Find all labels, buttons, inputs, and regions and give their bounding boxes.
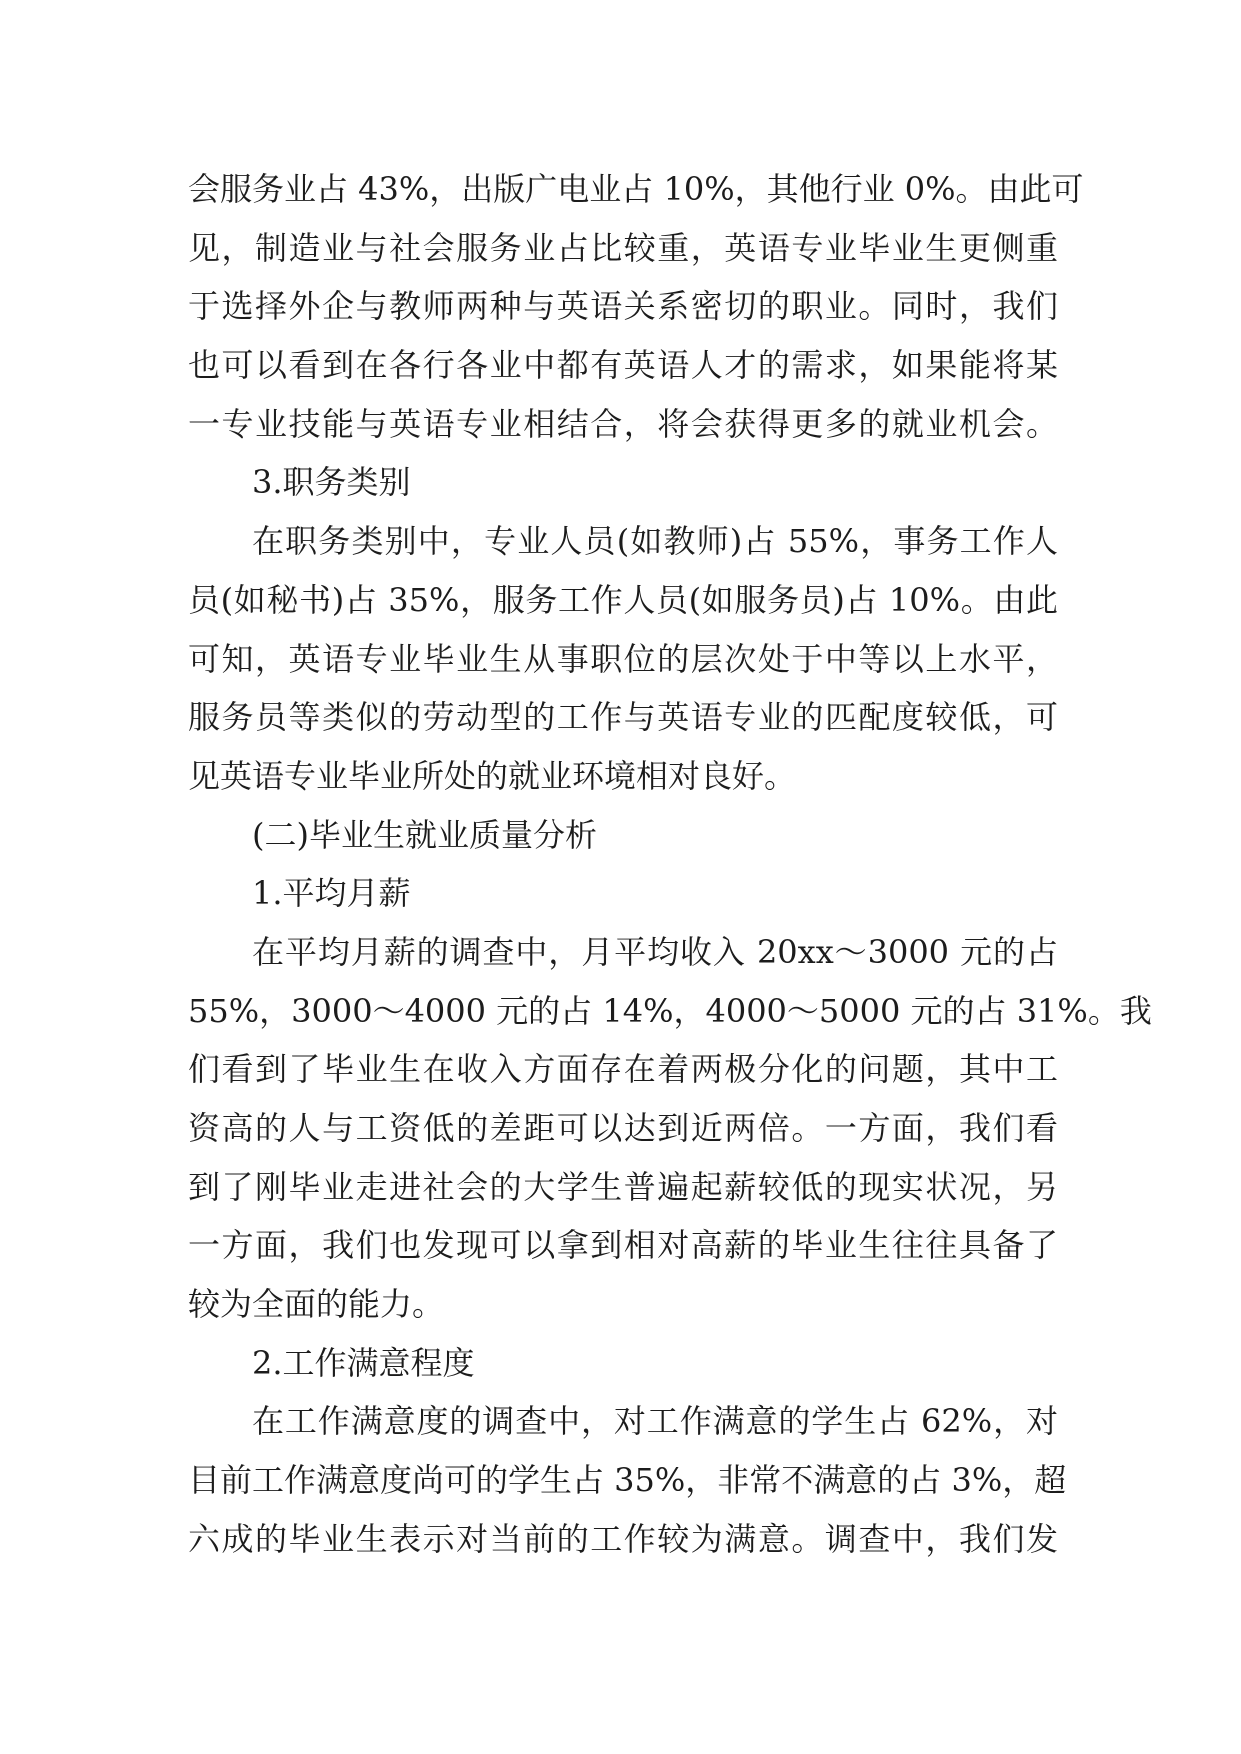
text-line: 在职务类别中，专业人员(如教师)占 55%，事务工作人 <box>252 522 1058 561</box>
section-heading: 1.平均月薪 <box>252 874 411 913</box>
text-line: 见英语专业毕业所处的就业环境相对良好。 <box>188 756 797 795</box>
text-line: 员(如秘书)占 35%，服务工作人员(如服务员)占 10%。由此 <box>188 580 1058 619</box>
text-line: 55%，3000～4000 元的占 14%，4000～5000 元的占 31%。我 <box>188 991 1152 1030</box>
text-line: 一方面，我们也发现可以拿到相对高薪的毕业生往往具备了 <box>188 1226 1058 1265</box>
text-line: 六成的毕业生表示对当前的工作较为满意。调查中，我们发 <box>188 1519 1058 1558</box>
text-line: 一专业技能与英语专业相结合，将会获得更多的就业机会。 <box>188 404 1058 443</box>
text-line: 们看到了毕业生在收入方面存在着两极分化的问题，其中工 <box>188 1050 1058 1089</box>
section-heading: (二)毕业生就业质量分析 <box>252 815 597 854</box>
text-line: 资高的人与工资低的差距可以达到近两倍。一方面，我们看 <box>188 1109 1058 1147</box>
text-line: 可知，英语专业毕业生从事职位的层次处于中等以上水平， <box>188 639 1058 678</box>
text-line: 见，制造业与社会服务业占比较重，英语专业毕业生更侧重 <box>188 228 1058 267</box>
section-heading: 2.工作满意程度 <box>252 1343 475 1382</box>
text-line: 服务员等类似的劳动型的工作与英语专业的匹配度较低，可 <box>188 698 1058 737</box>
text-line: 在工作满意度的调查中，对工作满意的学生占 62%，对 <box>252 1402 1058 1441</box>
text-line: 于选择外企与教师两种与英语关系密切的职业。同时，我们 <box>188 287 1058 326</box>
text-line: 较为全面的能力。 <box>188 1285 445 1324</box>
text-line: 到了刚毕业走进社会的大学生普遍起薪较低的现实状况，另 <box>188 1167 1058 1206</box>
body-text <box>188 160 1152 1569</box>
text-line: 也可以看到在各行各业中都有英语人才的需求，如果能将某 <box>188 346 1058 385</box>
text-line: 目前工作满意度尚可的学生占 35%，非常不满意的占 3%，超 <box>188 1461 1067 1500</box>
section-heading: 3.职务类别 <box>252 463 411 502</box>
text-line: 在平均月薪的调查中，月平均收入 20xx～3000 元的占 <box>252 932 1058 971</box>
text-line: 会服务业占 43%，出版广电业占 10%，其他行业 0%。由此可 <box>188 170 1084 208</box>
